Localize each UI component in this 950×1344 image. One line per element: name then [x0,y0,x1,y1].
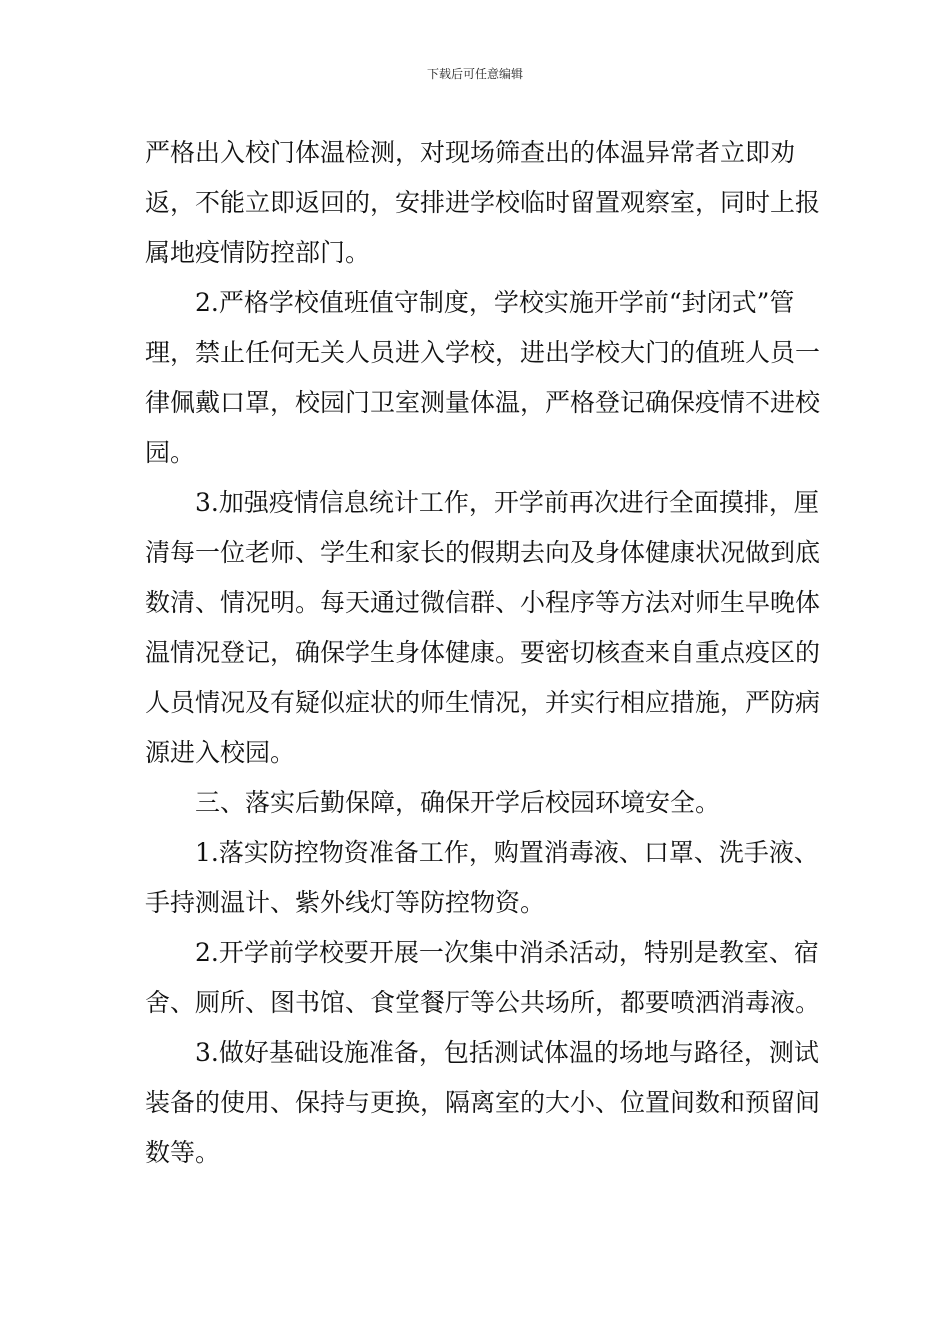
paragraph-2: 2.严格学校值班值守制度，学校实施开学前“封闭式”管理，禁止任何无关人员进入学校，进出学校大门的值班人员一律佩戴口罩，校园门卫室测量体温，严格登记确保疫情不进校园。 [145,288,821,467]
section-heading-3: 三、落实后勤保障，确保开学后校园环境安全。 [195,788,721,817]
paragraph-6: 2.开学前学校要开展一次集中消杀活动，特别是教室、宿舍、厕所、图书馆、食堂餐厅等公共场所，都要喷洒消毒液。 [145,938,821,1017]
document-body [145,128,825,1178]
paragraph-1: 严格出入校门体温检测，对现场筛查出的体温异常者立即劝返，不能立即返回的，安排进学校临时留置观察室，同时上报属地疫情防控部门。 [145,138,821,267]
paragraph-5: 1.落实防控物资准备工作，购置消毒液、口罩、洗手液、手持测温计、紫外线灯等防控物资。 [145,838,819,917]
paragraph-3: 3.加强疫情信息统计工作，开学前再次进行全面摸排，厘清每一位老师、学生和家长的假期去向及身体健康状况做到底数清、情况明。每天通过微信群、小程序等方法对师生早晚体温情况登记，确保学生身体健康。要密切核查来自重点疫区的人员情况及有疑似症状的师生情况，并实行相应措施，严防病源进入校园。 [145,488,821,767]
paragraph-7: 3.做好基础设施准备，包括测试体温的场地与路径，测试装备的使用、保持与更换，隔离室的大小、位置间数和预留间数等。 [145,1038,821,1167]
page-header-note: 下载后可任意编辑 [426,67,523,81]
